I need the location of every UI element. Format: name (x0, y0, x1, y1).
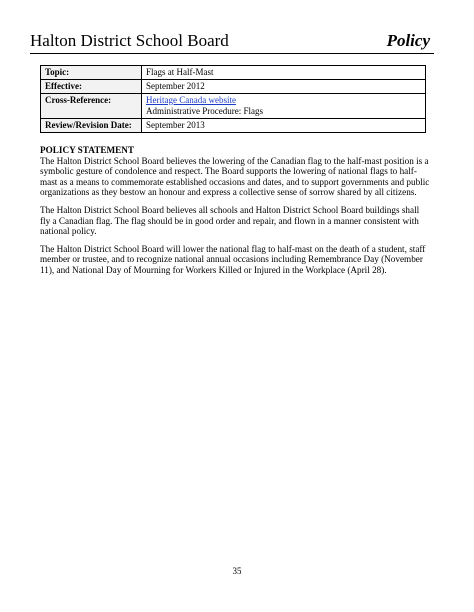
policy-paragraph-3: The Halton District School Board will lower the national flag to half-mast on the death of a student, staff member or trustee, and to recognize national annual occasions including Remembrance Day (November 11), and National Day of Mourning for Workers Killed or Injured in the Workplace (April 28). (40, 243, 426, 275)
topic-value: Flags at Half-Mast (142, 66, 426, 80)
cross-reference-label: Cross-Reference: (41, 94, 142, 119)
admin-procedure-reference: Administrative Procedure: Flags (146, 106, 263, 116)
review-date-label: Review/Revision Date: (41, 119, 142, 133)
board-title: Halton District School Board (30, 31, 229, 50)
page-number: 35 (232, 566, 242, 576)
table-row-review-date (41, 119, 426, 133)
policy-body (40, 145, 430, 283)
cross-reference-value (142, 94, 426, 119)
effective-label: Effective: (41, 80, 142, 94)
policy-info-table (40, 65, 426, 133)
table-row-topic (41, 66, 426, 80)
policy-paragraph-1: The Halton District School Board believes the lowering of the Canadian flag to the half-mast position is a symbolic gesture of condolence and respect. The Board supports the lowering of national flags to half-mast as a means to commemorate established occasions and dates, and to support governments and public organizations as they bestow an honour and express a collective sense of sorrow shared by all citizens. (40, 155, 430, 198)
topic-label: Topic: (41, 66, 142, 80)
policy-paragraph-2: The Halton District School Board believes all schools and Halton District School Board buildings shall fly a Canadian flag. The flag should be in good order and repair, and flown in a manner consistent with national policy. (40, 204, 420, 237)
effective-value: September 2012 (142, 80, 426, 94)
section-heading: POLICY STATEMENT (40, 145, 135, 155)
policy-label: Policy (386, 31, 430, 50)
table-row-effective (41, 80, 426, 94)
page-header (30, 31, 434, 54)
review-date-value: September 2013 (142, 119, 426, 133)
heritage-canada-link[interactable]: Heritage Canada website (146, 95, 236, 105)
table-row-cross-reference (41, 94, 426, 119)
